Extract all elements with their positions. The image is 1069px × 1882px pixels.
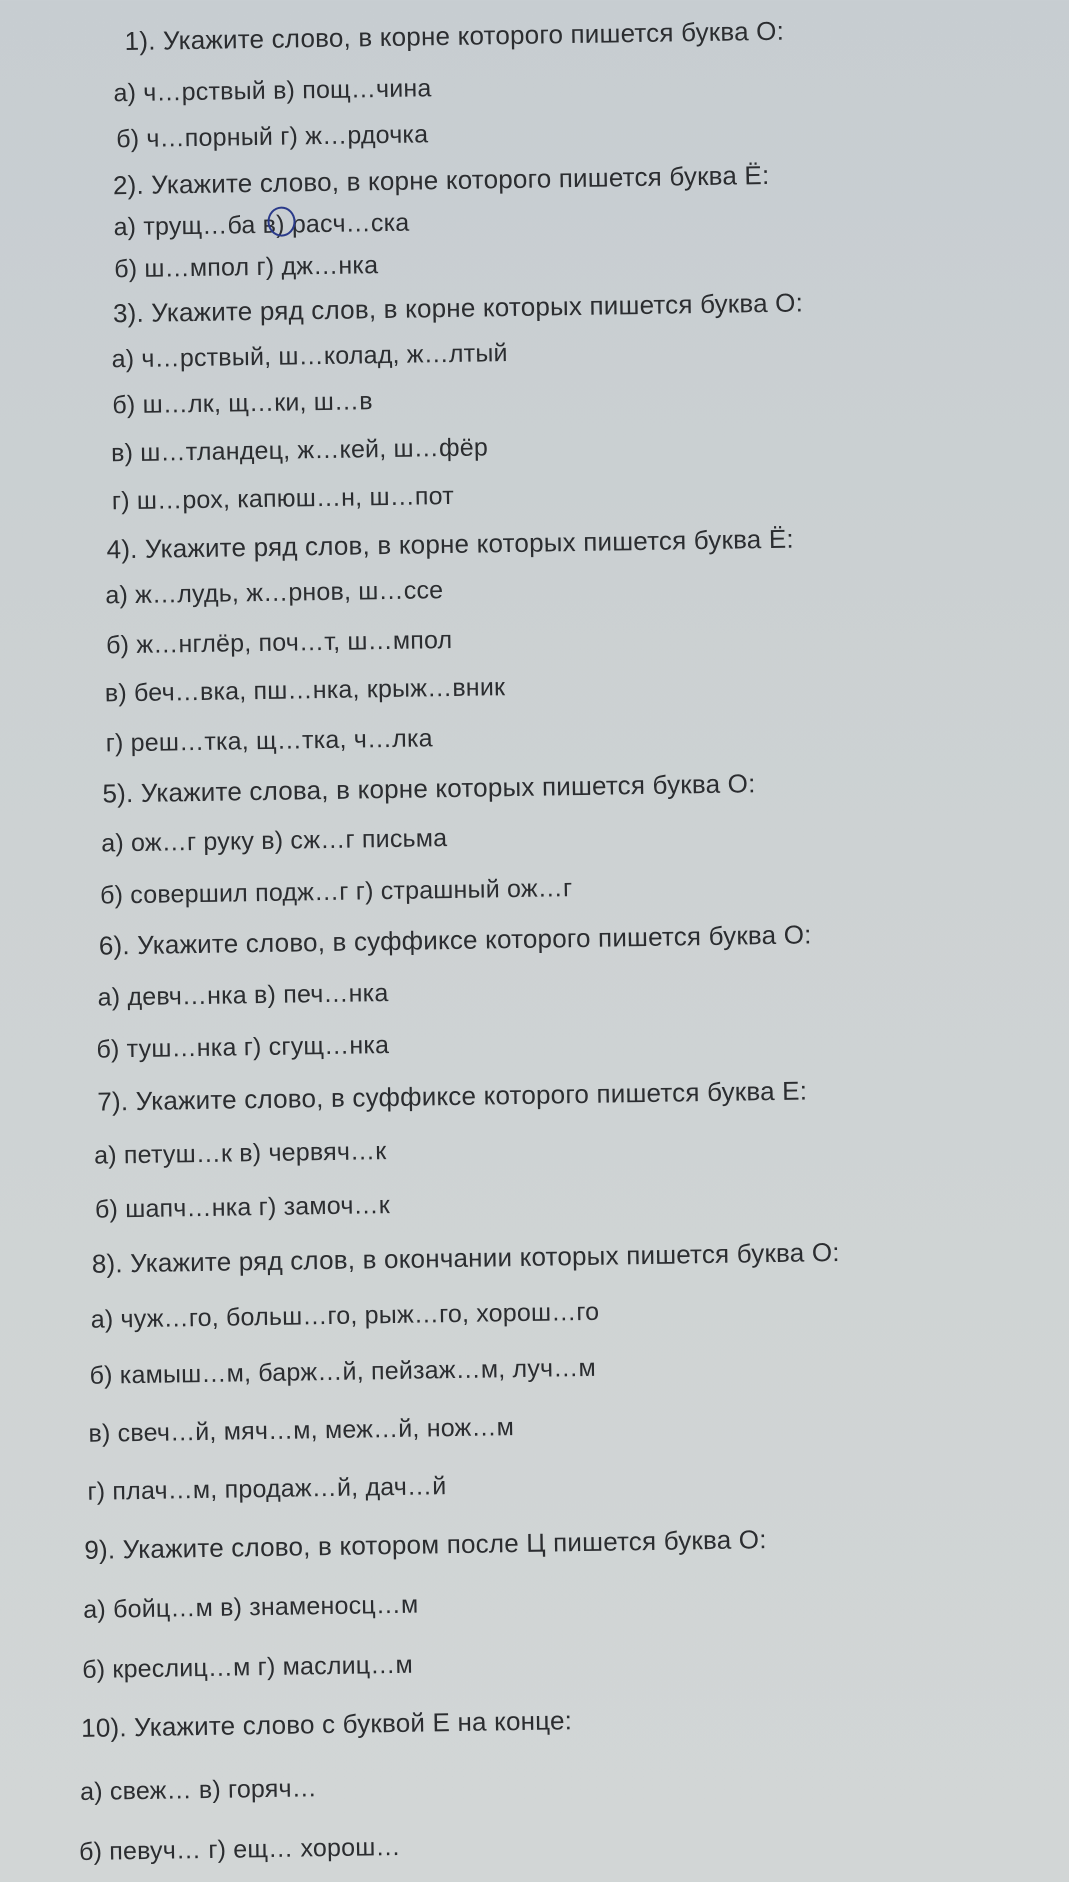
question-1: 1). Укажите слово, в корне которого пишется буква О: <box>124 15 785 57</box>
question-4-option: в) беч…вка, пш…нка, крыж…вник <box>104 673 506 708</box>
question-7-option: б) шапч…нка г) замоч…к <box>94 1191 391 1224</box>
question-10: 10). Укажите слово с буквой Е на конце: <box>80 1705 573 1743</box>
question-9: 9). Укажите слово, в котором после Ц пишется буква О: <box>84 1524 767 1565</box>
question-8-option: г) плач…м, продаж…й, дач…й <box>87 1472 447 1506</box>
question-5-option: а) ож…г руку в) сж…г письма <box>101 824 448 858</box>
question-9-option: а) бойц…м в) знаменосц…м <box>83 1590 419 1624</box>
question-3-option: в) ш…тландец, ж…кей, ш…фёр <box>110 433 489 468</box>
question-3-option: б) ш…лк, щ…ки, ш…в <box>112 387 373 420</box>
question-2: 2). Укажите слово, в корне которого пишется буква Ё: <box>112 159 770 201</box>
question-10-option: б) певуч… г) ещ… хорош… <box>78 1832 401 1866</box>
question-6: 6). Укажите слово, в суффиксе которого пишется буква О: <box>98 919 812 961</box>
question-5: 5). Укажите слова, в корне которых пишется буква О: <box>102 768 756 809</box>
question-4-option: г) реш…тка, щ…тка, ч…лка <box>105 724 433 758</box>
question-2-option: б) ш…мпол г) дж…нка <box>114 251 379 284</box>
question-8-option: в) свеч…й, мяч…м, меж…й, нож…м <box>88 1413 515 1448</box>
question-7: 7). Укажите слово, в суффиксе которого пишется буква Е: <box>97 1075 808 1117</box>
question-1-option: а) ч…рствый в) пощ…чина <box>113 74 432 108</box>
question-2-option: а) трущ…ба в) расч…ска <box>113 208 410 242</box>
question-7-option: а) петуш…к в) червяч…к <box>93 1137 387 1170</box>
question-4-option: а) ж…лудь, ж…рнов, ш…ссе <box>105 576 444 610</box>
question-5-option: б) совершил подж…г г) страшный ож…г <box>99 874 573 910</box>
question-3: 3). Укажите ряд слов, в корне которых пишется буква О: <box>112 287 804 329</box>
question-8-option: а) чуж…го, больш…го, рыж…го, хорош…го <box>90 1297 600 1334</box>
question-3-option: а) ч…рствый, ш…колад, ж…лтый <box>111 339 508 374</box>
question-8-option: б) камыш…м, барж…й, пейзаж…м, луч…м <box>89 1353 597 1390</box>
question-4: 4). Укажите ряд слов, в корне которых пишется буква Ё: <box>106 523 795 565</box>
question-4-option: б) ж…нглёр, поч…т, ш…мпол <box>105 625 453 660</box>
question-1-option: б) ч…порный г) ж…рдочка <box>115 120 429 154</box>
question-6-option: б) туш…нка г) сгущ…нка <box>96 1031 390 1064</box>
question-6-option: а) девч…нка в) печ…нка <box>97 979 389 1012</box>
question-10-option: а) свеж… в) горяч… <box>79 1774 318 1806</box>
question-3-option: г) ш…рох, капюш…н, ш…пот <box>111 481 455 516</box>
question-9-option: б) креслиц…м г) маслиц…м <box>82 1650 414 1684</box>
question-8: 8). Укажите ряд слов, в окончании которых пишется буква О: <box>91 1236 840 1279</box>
